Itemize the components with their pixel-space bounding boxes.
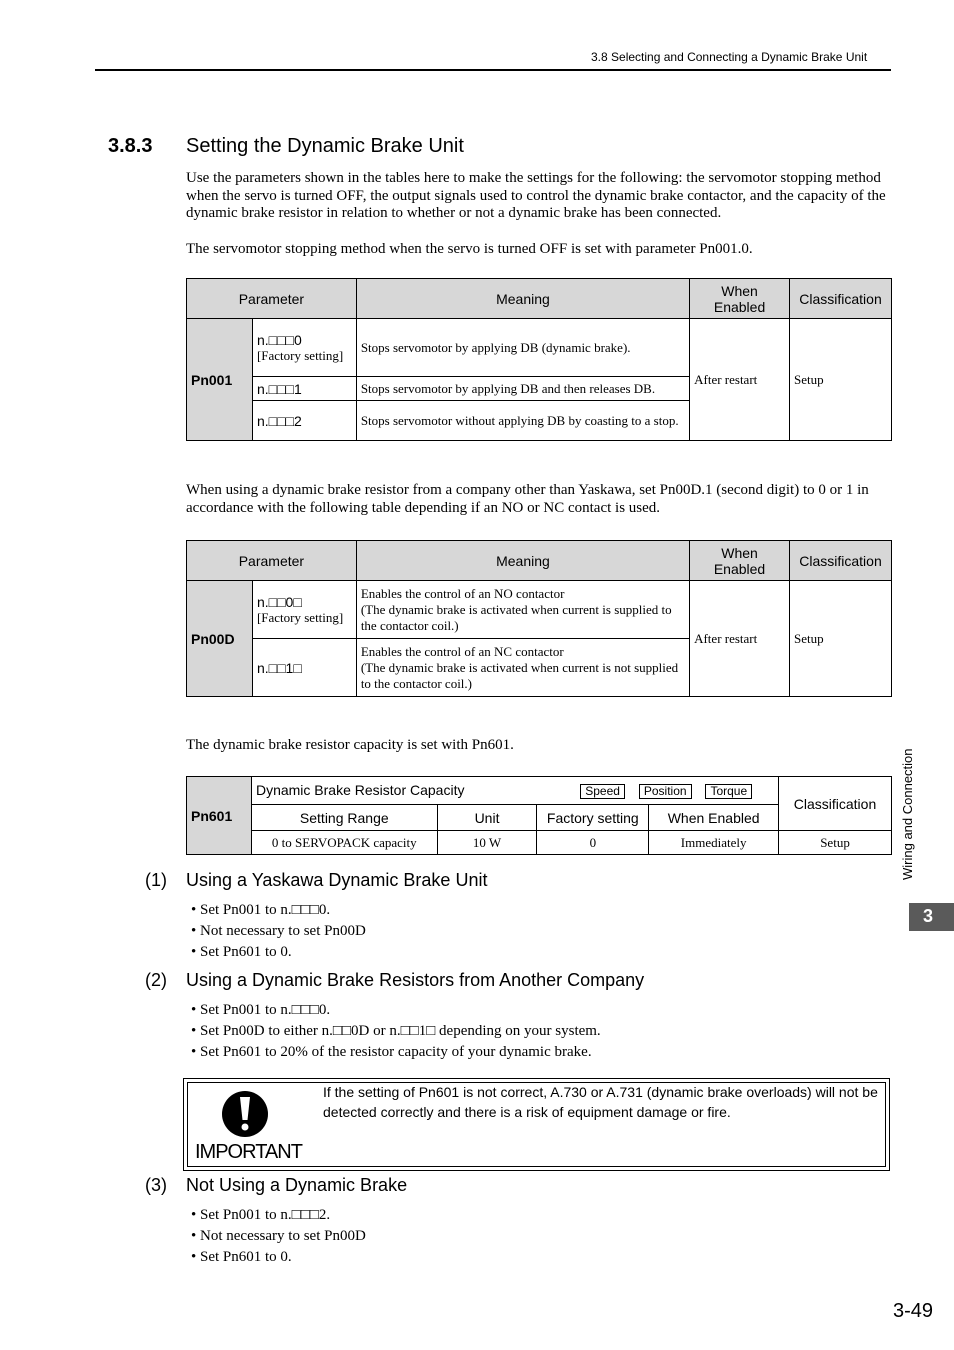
list-item: • Set Pn601 to 0. xyxy=(191,944,292,960)
important-text: If the setting of Pn601 is not correct, A.730 or A.731 (dynamic brake overloads) will not be detected correctly and there is a risk of equipment damage or fire. xyxy=(323,1084,878,1120)
meaning: Stops servomotor by applying DB (dynamic brake). xyxy=(356,319,689,377)
header-when-enabled: When Enabled xyxy=(690,541,790,581)
param-value: n.□□1□ xyxy=(252,639,356,697)
meaning: Stops servomotor without applying DB by coasting to a stop. xyxy=(356,401,689,441)
header-when-enabled: When Enabled xyxy=(649,805,779,831)
param-value: n.□□□0 xyxy=(256,331,302,348)
meaning: Stops servomotor by applying DB and then releases DB. xyxy=(356,377,689,401)
classification: Setup xyxy=(789,581,891,697)
param-name: Pn00D xyxy=(187,581,253,697)
subsection-3-list xyxy=(191,1205,366,1268)
header-unit: Unit xyxy=(437,805,537,831)
param-name: Pn601 xyxy=(187,777,252,855)
param-value-cell xyxy=(252,319,356,377)
header-when-enabled: When Enabled xyxy=(690,279,790,319)
param-value: n.□□□1 xyxy=(252,377,356,401)
factory-note: [Factory setting] xyxy=(256,347,344,363)
subsection-number: (3) xyxy=(145,1175,167,1195)
meaning-cell xyxy=(356,639,689,697)
list-item: • Set Pn001 to n.□□□0. xyxy=(191,1002,331,1018)
chapter-number: 3 xyxy=(923,906,934,926)
param-title-cell xyxy=(251,777,778,805)
speed-mode-badge: Speed xyxy=(580,784,625,799)
meaning: Enables the control of an NO contactor xyxy=(360,585,565,601)
page-number: 3-49 xyxy=(893,1300,934,1322)
intro-paragraph: Use the parameters shown in the tables here to make the settings for the following: the servomotor stopping method when the servo is turned OFF, the output signals used to control the dynamic brake contactor, and the capacity of the dynamic brake resistor in relation to whether or not a dynamic brake has been connected. xyxy=(186,170,886,221)
paragraph-pn601: The dynamic brake resistor capacity is set with Pn601. xyxy=(186,737,514,753)
header-factory-setting: Factory setting xyxy=(537,805,649,831)
header-rule xyxy=(95,69,891,71)
pn001-table xyxy=(186,278,892,441)
param-value: n.□□□2 xyxy=(252,401,356,441)
header-meaning: Meaning xyxy=(356,541,689,581)
header-classification: Classification xyxy=(790,279,892,319)
header-meaning: Meaning xyxy=(356,279,689,319)
meaning-detail: (The dynamic brake is activated when current is supplied to the contactor coil.) xyxy=(360,601,672,633)
list-item: • Not necessary to set Pn00D xyxy=(191,923,366,939)
when-enabled: After restart xyxy=(690,319,790,441)
meaning-detail: (The dynamic brake is activated when current is not supplied to the contactor coil.) xyxy=(360,659,679,691)
when-enabled: Immediately xyxy=(649,831,779,855)
param-name: Pn001 xyxy=(187,319,253,441)
param-value-cell xyxy=(252,581,356,639)
setting-range: 0 to SERVOPACK capacity xyxy=(251,831,437,855)
subsection-1-list xyxy=(191,900,366,963)
factory-note: [Factory setting] xyxy=(256,609,344,625)
torque-mode-badge: Torque xyxy=(705,784,752,799)
meaning-cell xyxy=(356,581,689,639)
classification-header: Classification xyxy=(779,777,892,831)
list-item: • Set Pn001 to n.□□□0. xyxy=(191,902,331,918)
meaning: Enables the control of an NC contactor xyxy=(360,643,564,659)
unit: 10 W xyxy=(437,831,537,855)
section-title: Setting the Dynamic Brake Unit xyxy=(186,135,464,157)
classification: Setup xyxy=(790,319,892,441)
pn00d-table xyxy=(186,540,892,697)
pn601-table xyxy=(186,776,892,855)
paragraph-stopping-method: The servomotor stopping method when the servo is turned OFF is set with parameter Pn001.0. xyxy=(186,241,753,257)
list-item: • Set Pn00D to either n.□□0D or n.□□1□ depending on your system. xyxy=(191,1023,601,1039)
subsection-title: Using a Dynamic Brake Resistors from Another Company xyxy=(186,970,645,990)
classification: Setup xyxy=(779,831,892,855)
list-item: • Set Pn001 to n.□□□2. xyxy=(191,1207,331,1223)
list-item: • Set Pn601 to 20% of the resistor capacity of your dynamic brake. xyxy=(191,1044,592,1060)
header-setting-range: Setting Range xyxy=(251,805,437,831)
section-number: 3.8.3 xyxy=(108,135,153,157)
subsection-number: (1) xyxy=(145,870,167,890)
list-item: • Set Pn601 to 0. xyxy=(191,1249,292,1265)
chapter-side-label: Wiring and Connection xyxy=(900,748,915,880)
param-value: n.□□0□ xyxy=(256,593,302,610)
subsection-number: (2) xyxy=(145,970,167,990)
when-enabled: After restart xyxy=(690,581,790,697)
important-label: IMPORTANT xyxy=(195,1141,302,1163)
header-parameter: Parameter xyxy=(187,541,357,581)
subsection-title: Not Using a Dynamic Brake xyxy=(186,1175,408,1195)
position-mode-badge: Position xyxy=(639,784,692,799)
subsection-title: Using a Yaskawa Dynamic Brake Unit xyxy=(186,870,488,890)
param-title: Dynamic Brake Resistor Capacity xyxy=(255,782,465,798)
factory-setting: 0 xyxy=(537,831,649,855)
paragraph-pn00d: When using a dynamic brake resistor from a company other than Yaskawa, set Pn00D.1 (second digit) to 0 or 1 in accordance with the following table depending if an NO or NC contact is used. xyxy=(186,482,869,516)
exclamation-icon xyxy=(220,1089,270,1139)
list-item: • Not necessary to set Pn00D xyxy=(191,1228,366,1244)
subsection-2-list xyxy=(191,1000,601,1063)
running-head: 3.8 Selecting and Connecting a Dynamic Brake Unit xyxy=(591,50,868,64)
chapter-tab xyxy=(909,903,954,931)
header-parameter: Parameter xyxy=(187,279,357,319)
header-classification: Classification xyxy=(789,541,891,581)
